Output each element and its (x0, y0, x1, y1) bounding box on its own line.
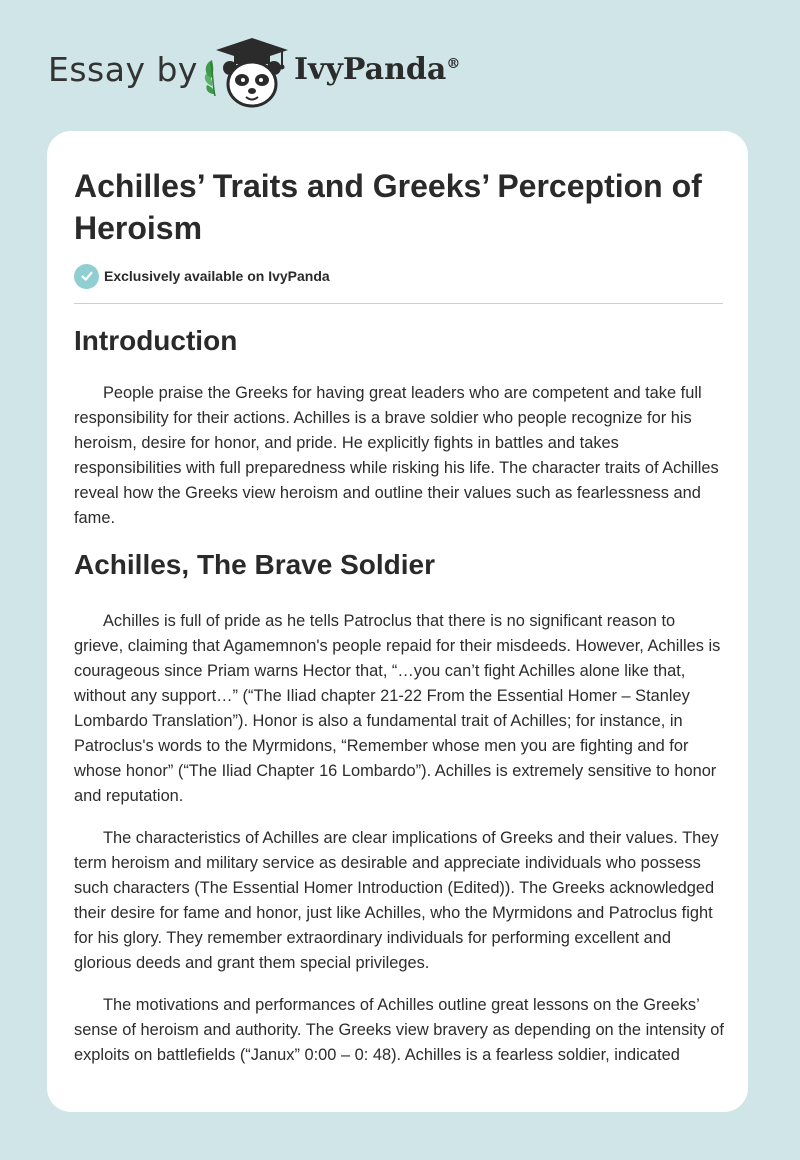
exclusive-badge (74, 263, 330, 289)
registered-mark: ® (446, 56, 461, 72)
divider (74, 303, 723, 304)
paragraph: The characteristics of Achilles are clear implications of Greeks and their values. They term heroism and military service as desirable and appreciate individuals who possess such characters (The Essential Homer Introduction (Edited)). The Greeks acknowledged their desire for fame and honor, just like Achilles, who the Myrmidons and Patroclus fight for his glory. They remember extraordinary individuals for performing excellent and glorious deeds and grant them special privileges. (74, 829, 719, 972)
check-circle-icon (74, 264, 99, 289)
ivypanda-logo-icon[interactable] (200, 36, 290, 110)
site-header (0, 0, 800, 130)
brand-name[interactable] (294, 52, 460, 87)
paragraph: The motivations and performances of Achilles outline great lessons on the Greeks’ sense of heroism and authority. The Greeks view bravery as depending on the intensity of exploits on battlefields (“Janux” 0:00 – 0: 48). Achilles is a fearless soldier, indicated (74, 996, 724, 1064)
essay-title: Achilles’ Traits and Greeks’ Perception of Heroism (74, 168, 702, 246)
brand-text: IvyPanda (294, 52, 447, 87)
paragraph: Achilles is full of pride as he tells Patroclus that there is no significant reason to grieve, claiming that Agamemnon's people repaid for their misdeeds. However, Achilles is courageous since Priam warns Hector that, “…you can’t fight Achilles alone like that, without any support…” (“The Iliad chapter 21-22 From the Essential Homer – Stanley Lombardo Translation”). Honor is also a fundamental trait of Achilles; for instance, in Patroclus's words to the Myrmidons, “Remember whose men you are fighting and for whose honor” (“The Iliad Chapter 16 Lombardo”). Achilles is extremely sensitive to honor and reputation. (74, 612, 721, 805)
essay-body (74, 324, 726, 1085)
essay-by-label: Essay by (48, 50, 198, 89)
essay-card (47, 131, 748, 1112)
badge-label: Exclusively available on IvyPanda (104, 268, 330, 284)
paragraph: People praise the Greeks for having great leaders who are competent and take full responsibility for their actions. Achilles is a brave soldier who people recognize for his heroism, desire for honor, and pride. He explicitly fights in battles and takes responsibilities with full preparedness while risking his life. The character traits of Achilles reveal how the Greeks view heroism and outline their values such as fearlessness and fame. (74, 384, 719, 527)
section-heading-brave-soldier: Achilles, The Brave Soldier (74, 549, 436, 580)
section-heading-introduction: Introduction (74, 325, 238, 356)
